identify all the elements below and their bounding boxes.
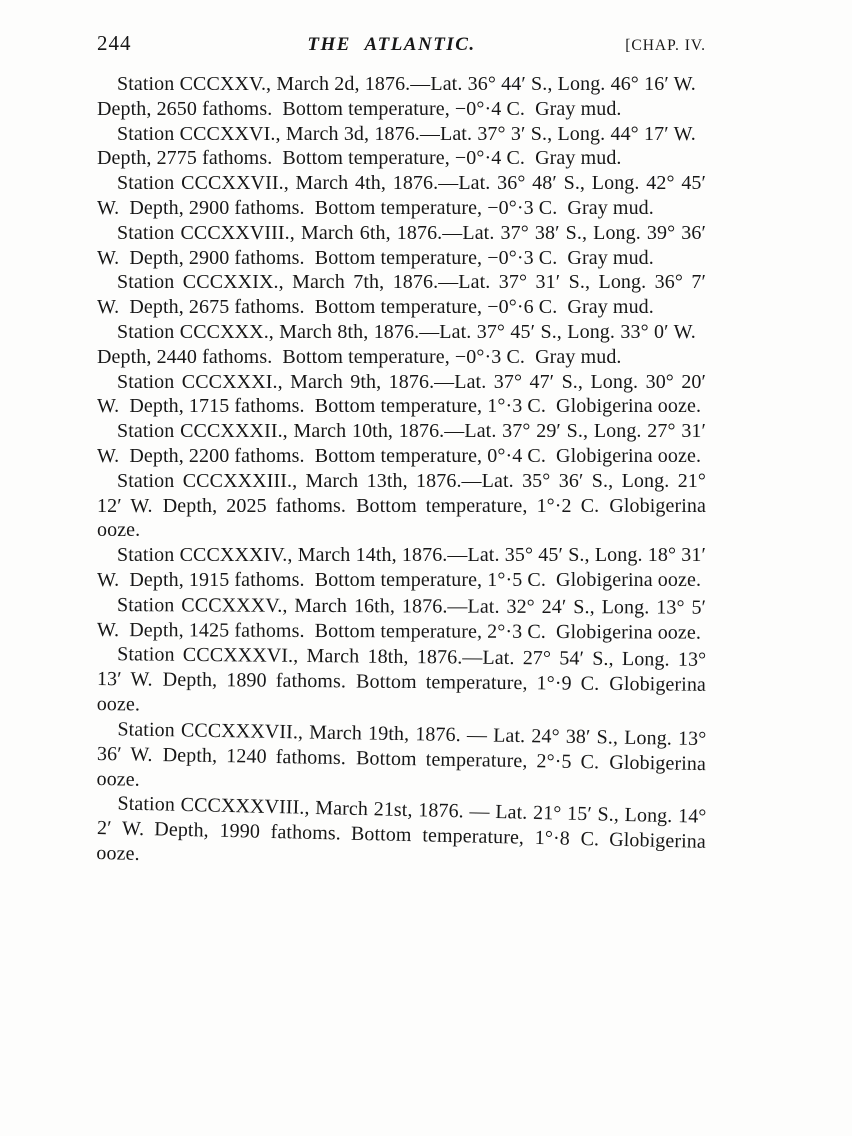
station-entry: Station CCCXXVI., March 3d, 1876.—Lat. 37° 3′ S., Long. 44° 17′ W. Depth, 2775 fathoms. Bottom temperature, −0°·4 C. Gray mud. <box>97 122 706 170</box>
station-entry: Station CCCXXV., March 2d, 1876.—Lat. 36° 44′ S., Long. 46° 16′ W. Depth, 2650 fathoms. Bottom temperature, −0°·4 C. Gray mud. <box>97 73 706 120</box>
station-entry: Station CCCXXXVIII., March 21st, 1876. — Lat. 21° 15′ S., Long. 14° 2′ W. Depth, 1990 fathoms. Bottom temperature, 1°·8 C. Globigerina ooze. <box>96 792 707 865</box>
station-entry: Station CCCXXXV., March 16th, 1876.—Lat. 32° 24′ S., Long. 13° 5′ W. Depth, 1425 fathoms. Bottom temperature, 2°·3 C. Globigerina ooze. <box>96 593 707 644</box>
station-list <box>97 72 706 866</box>
station-entry: Station CCCXXVIII., March 6th, 1876.—Lat. 37° 38′ S., Long. 39° 36′ W. Depth, 2900 fathoms. Bottom temperature, −0°·3 C. Gray mud. <box>97 221 706 269</box>
page-number: 244 <box>97 31 132 55</box>
station-entry: Station CCCXXXIII., March 13th, 1876.—Lat. 35° 36′ S., Long. 21° 12′ W. Depth, 2025 fathoms. Bottom temperature, 1°·2 C. Globigerina ooze. <box>97 469 706 542</box>
station-entry: Station CCCXXIX., March 7th, 1876.—Lat. 37° 31′ S., Long. 36° 7′ W. Depth, 2675 fathoms. Bottom temperature, −0°·6 C. Gray mud. <box>97 271 706 319</box>
station-entry: Station CCCXXXVI., March 18th, 1876.—Lat. 27° 54′ S., Long. 13° 13′ W. Depth, 1890 fathoms. Bottom temperature, 1°·9 C. Globigerina ooze. <box>96 643 707 716</box>
page-header <box>97 31 706 56</box>
station-entry: Station CCCXXVII., March 4th, 1876.—Lat. 36° 48′ S., Long. 42° 45′ W. Depth, 2900 fathoms. Bottom temperature, −0°·3 C. Gray mud. <box>97 172 706 219</box>
station-entry: Station CCCXXX., March 8th, 1876.—Lat. 37° 45′ S., Long. 33° 0′ W. Depth, 2440 fathoms. Bottom temperature, −0°·3 C. Gray mud. <box>97 320 706 368</box>
chapter-label: [CHAP. IV. <box>625 37 706 54</box>
station-entry: Station CCCXXXI., March 9th, 1876.—Lat. 37° 47′ S., Long. 30° 20′ W. Depth, 1715 fathoms. Bottom temperature, 1°·3 C. Globigerina ooze. <box>97 370 706 418</box>
station-entry: Station CCCXXXVII., March 19th, 1876. — Lat. 24° 38′ S., Long. 13° 36′ W. Depth, 1240 fathoms. Bottom temperature, 2°·5 C. Globigerina ooze. <box>96 718 707 791</box>
station-entry: Station CCCXXXIV., March 14th, 1876.—Lat. 35° 45′ S., Long. 18° 31′ W. Depth, 1915 fathoms. Bottom temperature, 1°·5 C. Globigerina ooze. <box>97 544 706 591</box>
station-entry: Station CCCXXXII., March 10th, 1876.—Lat. 37° 29′ S., Long. 27° 31′ W. Depth, 2200 fathoms. Bottom temperature, 0°·4 C. Globigerina ooze. <box>97 420 706 467</box>
running-title: THE ATLANTIC. <box>307 34 476 55</box>
